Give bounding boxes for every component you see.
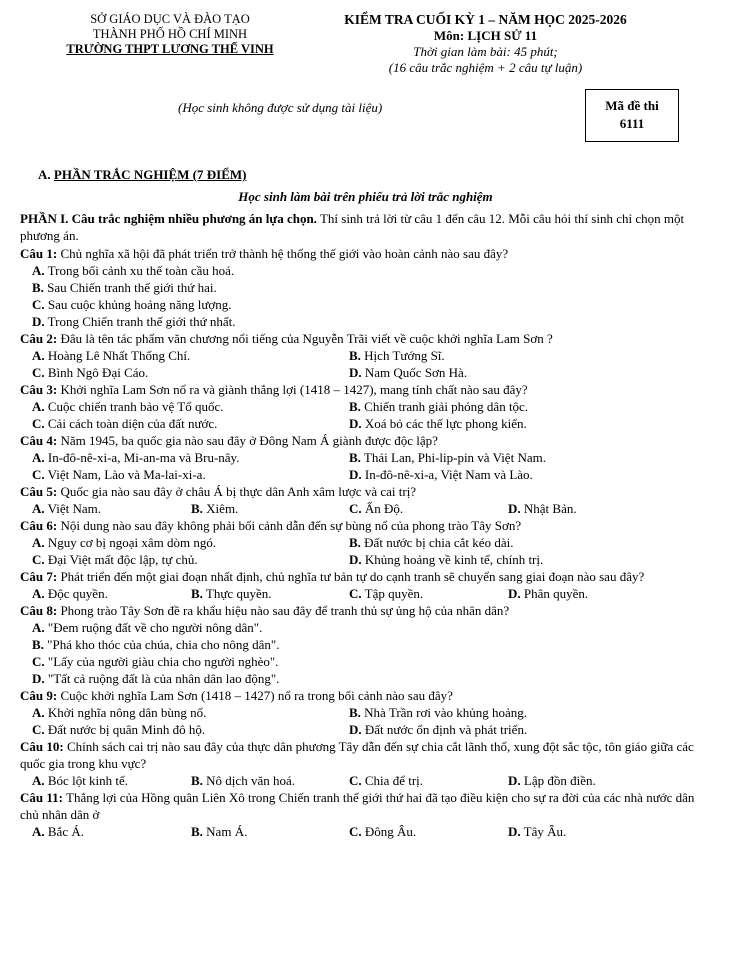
option-letter: D.: [508, 824, 521, 839]
question-text: Đâu là tên tác phẩm văn chương nổi tiếng của Nguyễn Trãi viết về cuộc khởi nghĩa Lam Sơn ?: [57, 331, 553, 346]
question-5: [20, 483, 700, 500]
answer-option: [32, 585, 191, 602]
question-text: Quốc gia nào sau đây ở châu Á bị thực dân Anh xâm lược và cai trị?: [57, 484, 417, 499]
answer-option: [349, 466, 679, 483]
option-letter: D.: [32, 671, 45, 686]
answer-option: [32, 551, 349, 568]
option-text: Chiến tranh giải phóng dân tộc.: [360, 399, 529, 414]
option-letter: B.: [32, 637, 44, 652]
question-8-options: [20, 619, 700, 687]
option-text: Đất nước bị chia cắt kéo dài.: [360, 535, 514, 550]
question-10-options: [32, 772, 700, 789]
answer-option: [32, 772, 191, 789]
answer-option: [191, 585, 349, 602]
option-letter: C.: [32, 654, 45, 669]
question-label: Câu 11:: [20, 790, 63, 805]
answer-option: [32, 670, 700, 687]
answer-option: [32, 279, 700, 296]
question-5-options: [32, 500, 700, 517]
question-3: [20, 381, 700, 398]
section-a-prefix: A.: [38, 167, 54, 182]
option-letter: A.: [32, 773, 45, 788]
question-label: Câu 10:: [20, 739, 64, 754]
option-letter: B.: [349, 450, 361, 465]
answer-option: [349, 415, 679, 432]
answer-option: [32, 619, 700, 636]
option-text: Nam Á.: [202, 824, 248, 839]
exam-code-label: Mã đề thi: [605, 98, 659, 113]
question-label: Câu 4:: [20, 433, 58, 448]
question-text: Cuộc khởi nghĩa Lam Sơn (1418 – 1427) nổ ra trong bối cảnh nào sau đây?: [57, 688, 453, 703]
option-letter: B.: [349, 535, 361, 550]
option-letter: D.: [508, 501, 521, 516]
answer-option: [349, 704, 679, 721]
exam-subject: Môn: LỊCH SỬ 11: [433, 28, 538, 43]
question-text: Nội dung nào sau đây không phải bối cảnh dẫn đến sự bùng nổ của phong trào Tây Sơn?: [57, 518, 522, 533]
option-text: Bóc lột kinh tế.: [44, 773, 129, 788]
question-label: Câu 8:: [20, 603, 58, 618]
answer-option: [32, 500, 191, 517]
answer-option: [32, 534, 349, 551]
option-text: Sau cuộc khủng hoảng năng lượng.: [44, 297, 232, 312]
option-text: Độc quyền.: [44, 586, 108, 601]
option-letter: A.: [32, 348, 45, 363]
answer-option: [32, 653, 700, 670]
option-letter: D.: [349, 416, 362, 431]
answer-option: [349, 772, 508, 789]
answer-option: [32, 823, 191, 840]
question-4-options: [32, 449, 700, 483]
answer-option: [191, 823, 349, 840]
option-letter: A.: [32, 586, 45, 601]
answer-option: [32, 296, 700, 313]
header-left: [20, 12, 320, 57]
option-text: Sau Chiến tranh thế giới thứ hai.: [43, 280, 217, 295]
answer-option: [32, 704, 349, 721]
no-documents-note: (Học sinh không được sử dụng tài liệu): [178, 100, 383, 115]
question-3-options: [32, 398, 700, 432]
option-text: Thái Lan, Phi-lip-pin và Việt Nam.: [360, 450, 546, 465]
option-letter: A.: [32, 263, 45, 278]
option-text: Cải cách toàn diện của đất nước.: [44, 416, 218, 431]
option-letter: B.: [349, 399, 361, 414]
option-text: Đại Việt mất độc lập, tự chủ.: [44, 552, 198, 567]
option-letter: C.: [32, 467, 45, 482]
answer-option: [349, 551, 679, 568]
answer-option: [349, 534, 679, 551]
question-label: Câu 1:: [20, 246, 58, 261]
exam-duration: Thời gian làm bài: 45 phút;: [413, 44, 558, 59]
answer-option: [508, 823, 658, 840]
question-label: Câu 2:: [20, 331, 58, 346]
option-text: Bình Ngô Đại Cáo.: [44, 365, 149, 380]
department-line-2: THÀNH PHỐ HỒ CHÍ MINH: [92, 27, 248, 41]
option-text: Hoàng Lê Nhất Thống Chí.: [44, 348, 191, 363]
option-letter: B.: [349, 348, 361, 363]
part-1-heading: PHẦN I. Câu trắc nghiệm nhiều phương án lựa chọn.: [20, 211, 317, 226]
question-text: Chủ nghĩa xã hội đã phát triển trở thành hệ thống thế giới vào hoàn cảnh nào sau đây?: [57, 246, 509, 261]
question-label: Câu 6:: [20, 518, 58, 533]
exam-code-value: 6111: [619, 116, 645, 131]
option-text: Cuộc chiến tranh bảo vệ Tổ quốc.: [44, 399, 224, 414]
answer-option: [349, 823, 508, 840]
option-text: Xiêm.: [202, 501, 239, 516]
option-letter: C.: [32, 365, 45, 380]
option-letter: A.: [32, 535, 45, 550]
option-text: Ấn Độ.: [361, 501, 404, 516]
option-letter: C.: [32, 722, 45, 737]
option-letter: B.: [191, 824, 203, 839]
answer-option: [349, 585, 508, 602]
option-letter: D.: [32, 314, 45, 329]
exam-structure: (16 câu trắc nghiệm + 2 câu tự luận): [388, 60, 583, 75]
option-text: Hịch Tướng Sĩ.: [360, 348, 445, 363]
answer-option: [32, 313, 700, 330]
question-7-options: [32, 585, 700, 602]
option-text: Trong Chiến tranh thế giới thứ nhất.: [44, 314, 236, 329]
question-4: [20, 432, 700, 449]
question-1: [20, 245, 700, 262]
option-letter: A.: [32, 501, 45, 516]
option-text: "Đem ruộng đất về cho người nông dân".: [44, 620, 263, 635]
question-9: [20, 687, 700, 704]
option-text: In-đô-nê-xi-a, Việt Nam và Lào.: [361, 467, 533, 482]
option-text: Bắc Á.: [44, 824, 84, 839]
option-text: Đất nước bị quân Minh đô hộ.: [44, 722, 206, 737]
option-text: Thực quyền.: [202, 586, 272, 601]
section-a-title: PHẦN TRẮC NGHIỆM (7 ĐIỂM): [53, 167, 247, 182]
question-text: Phát triển đến một giai đoạn nhất định, chủ nghĩa tư bản tự do cạnh tranh sẽ chuyển sang giai đoạn nào sau đây?: [57, 569, 645, 584]
option-letter: C.: [349, 586, 362, 601]
option-letter: B.: [191, 501, 203, 516]
option-text: Đông Âu.: [361, 824, 417, 839]
option-text: Nhà Trần rơi vào khủng hoảng.: [360, 705, 528, 720]
option-letter: A.: [32, 824, 45, 839]
question-text: Thắng lợi của Hồng quân Liên Xô trong Chiến tranh thế giới thứ hai đã tạo điều kiện cho sự ra đời của các nhà nước dân chủ nhân dân ở: [20, 790, 695, 822]
option-text: Khủng hoảng về kinh tế, chính trị.: [361, 552, 544, 567]
option-text: "Tất cả ruộng đất là của nhân dân lao động".: [44, 671, 280, 686]
question-6-options: [32, 534, 700, 568]
option-letter: D.: [508, 586, 521, 601]
option-letter: C.: [32, 297, 45, 312]
option-text: Đất nước ổn định và phát triển.: [361, 722, 528, 737]
answer-option: [191, 500, 349, 517]
answer-option: [32, 364, 349, 381]
option-text: Tập quyền.: [361, 586, 424, 601]
answer-option: [349, 449, 679, 466]
part-1-intro: [20, 210, 700, 244]
option-letter: C.: [349, 501, 362, 516]
question-7: [20, 568, 700, 585]
exam-title: KIỂM TRA CUỐI KỲ 1 – NĂM HỌC 2025-2026: [344, 12, 627, 27]
answer-option: [32, 466, 349, 483]
answer-option: [349, 398, 679, 415]
option-text: Tây Âu.: [520, 824, 567, 839]
question-label: Câu 7:: [20, 569, 58, 584]
answer-option: [191, 772, 349, 789]
answer-option: [349, 500, 508, 517]
answer-option: [32, 449, 349, 466]
option-letter: B.: [32, 280, 44, 295]
section-a-instruction: Học sinh làm bài trên phiếu trả lời trắc nghiệm: [238, 189, 493, 204]
option-text: "Lấy của người giàu chia cho người nghèo".: [44, 654, 279, 669]
answer-option: [32, 636, 700, 653]
question-label: Câu 5:: [20, 484, 58, 499]
option-letter: A.: [32, 450, 45, 465]
option-letter: C.: [32, 552, 45, 567]
option-letter: D.: [508, 773, 521, 788]
option-letter: A.: [32, 620, 45, 635]
question-text: Chính sách cai trị nào sau đây của thực dân phương Tây dẫn đến sự chia cắt lãnh thổ, xung đột sắc tộc, tôn giáo giữa các quốc gia trong khu vực?: [20, 739, 694, 771]
option-letter: C.: [32, 416, 45, 431]
answer-option: [508, 500, 658, 517]
option-text: Việt Nam, Lào và Ma-lai-xi-a.: [44, 467, 206, 482]
question-1-options: [20, 262, 700, 330]
answer-option: [508, 585, 658, 602]
part-1-text: Thí sinh trả lời từ câu 1 đến câu 12. Mỗi câu hỏi thí sinh chỉ chọn một phương án.: [20, 211, 685, 243]
question-2-options: [32, 347, 700, 381]
answer-option: [32, 262, 700, 279]
option-text: "Phá kho thóc của chúa, chia cho nông dân".: [43, 637, 280, 652]
option-text: Nguy cơ bị ngoại xâm dòm ngó.: [44, 535, 217, 550]
exam-code-box: [585, 89, 679, 142]
exam-body: [20, 210, 700, 840]
option-letter: A.: [32, 705, 45, 720]
option-text: Nô dịch văn hoá.: [202, 773, 295, 788]
option-letter: D.: [349, 552, 362, 567]
question-9-options: [32, 704, 700, 738]
option-text: Trong bối cảnh xu thế toàn cầu hoá.: [44, 263, 235, 278]
question-8: [20, 602, 700, 619]
answer-option: [32, 721, 349, 738]
question-6: [20, 517, 700, 534]
option-text: Khởi nghĩa nông dân bùng nổ.: [44, 705, 207, 720]
question-11-options: [32, 823, 700, 840]
question-label: Câu 9:: [20, 688, 58, 703]
answer-option: [32, 415, 349, 432]
answer-option: [349, 347, 679, 364]
question-10: [20, 738, 700, 772]
option-text: Nhật Bản.: [520, 501, 577, 516]
section-a-heading: [38, 166, 246, 183]
header-right: [318, 12, 653, 76]
option-letter: D.: [349, 365, 362, 380]
answer-option: [32, 398, 349, 415]
question-11: [20, 789, 700, 823]
option-letter: B.: [349, 705, 361, 720]
question-list: [20, 245, 700, 840]
answer-option: [349, 721, 679, 738]
question-2: [20, 330, 700, 347]
option-letter: B.: [191, 773, 203, 788]
option-letter: D.: [349, 467, 362, 482]
answer-option: [508, 772, 658, 789]
option-text: Lập đồn điền.: [520, 773, 596, 788]
option-text: Phân quyền.: [520, 586, 589, 601]
option-letter: C.: [349, 824, 362, 839]
question-text: Phong trào Tây Sơn đề ra khẩu hiệu nào sau đây để tranh thủ sự ủng hộ của nhân dân?: [57, 603, 510, 618]
answer-option: [349, 364, 679, 381]
question-text: Năm 1945, ba quốc gia nào sau đây ở Đông Nam Á giành được độc lập?: [57, 433, 438, 448]
option-text: Xoá bỏ các thế lực phong kiến.: [361, 416, 527, 431]
question-text: Khởi nghĩa Lam Sơn nổ ra và giành thắng lợi (1418 – 1427), mang tính chất nào sau đây?: [57, 382, 528, 397]
option-letter: B.: [191, 586, 203, 601]
option-letter: D.: [349, 722, 362, 737]
option-text: Nam Quốc Sơn Hà.: [361, 365, 468, 380]
answer-option: [32, 347, 349, 364]
option-letter: A.: [32, 399, 45, 414]
option-text: In-đô-nê-xi-a, Mi-an-ma và Bru-nây.: [44, 450, 240, 465]
option-text: Việt Nam.: [44, 501, 102, 516]
option-text: Chia để trị.: [361, 773, 424, 788]
option-letter: C.: [349, 773, 362, 788]
department-line-1: SỞ GIÁO DỤC VÀ ĐÀO TẠO: [90, 12, 250, 26]
question-label: Câu 3:: [20, 382, 58, 397]
school-name: TRƯỜNG THPT LƯƠNG THẾ VINH: [66, 42, 274, 56]
